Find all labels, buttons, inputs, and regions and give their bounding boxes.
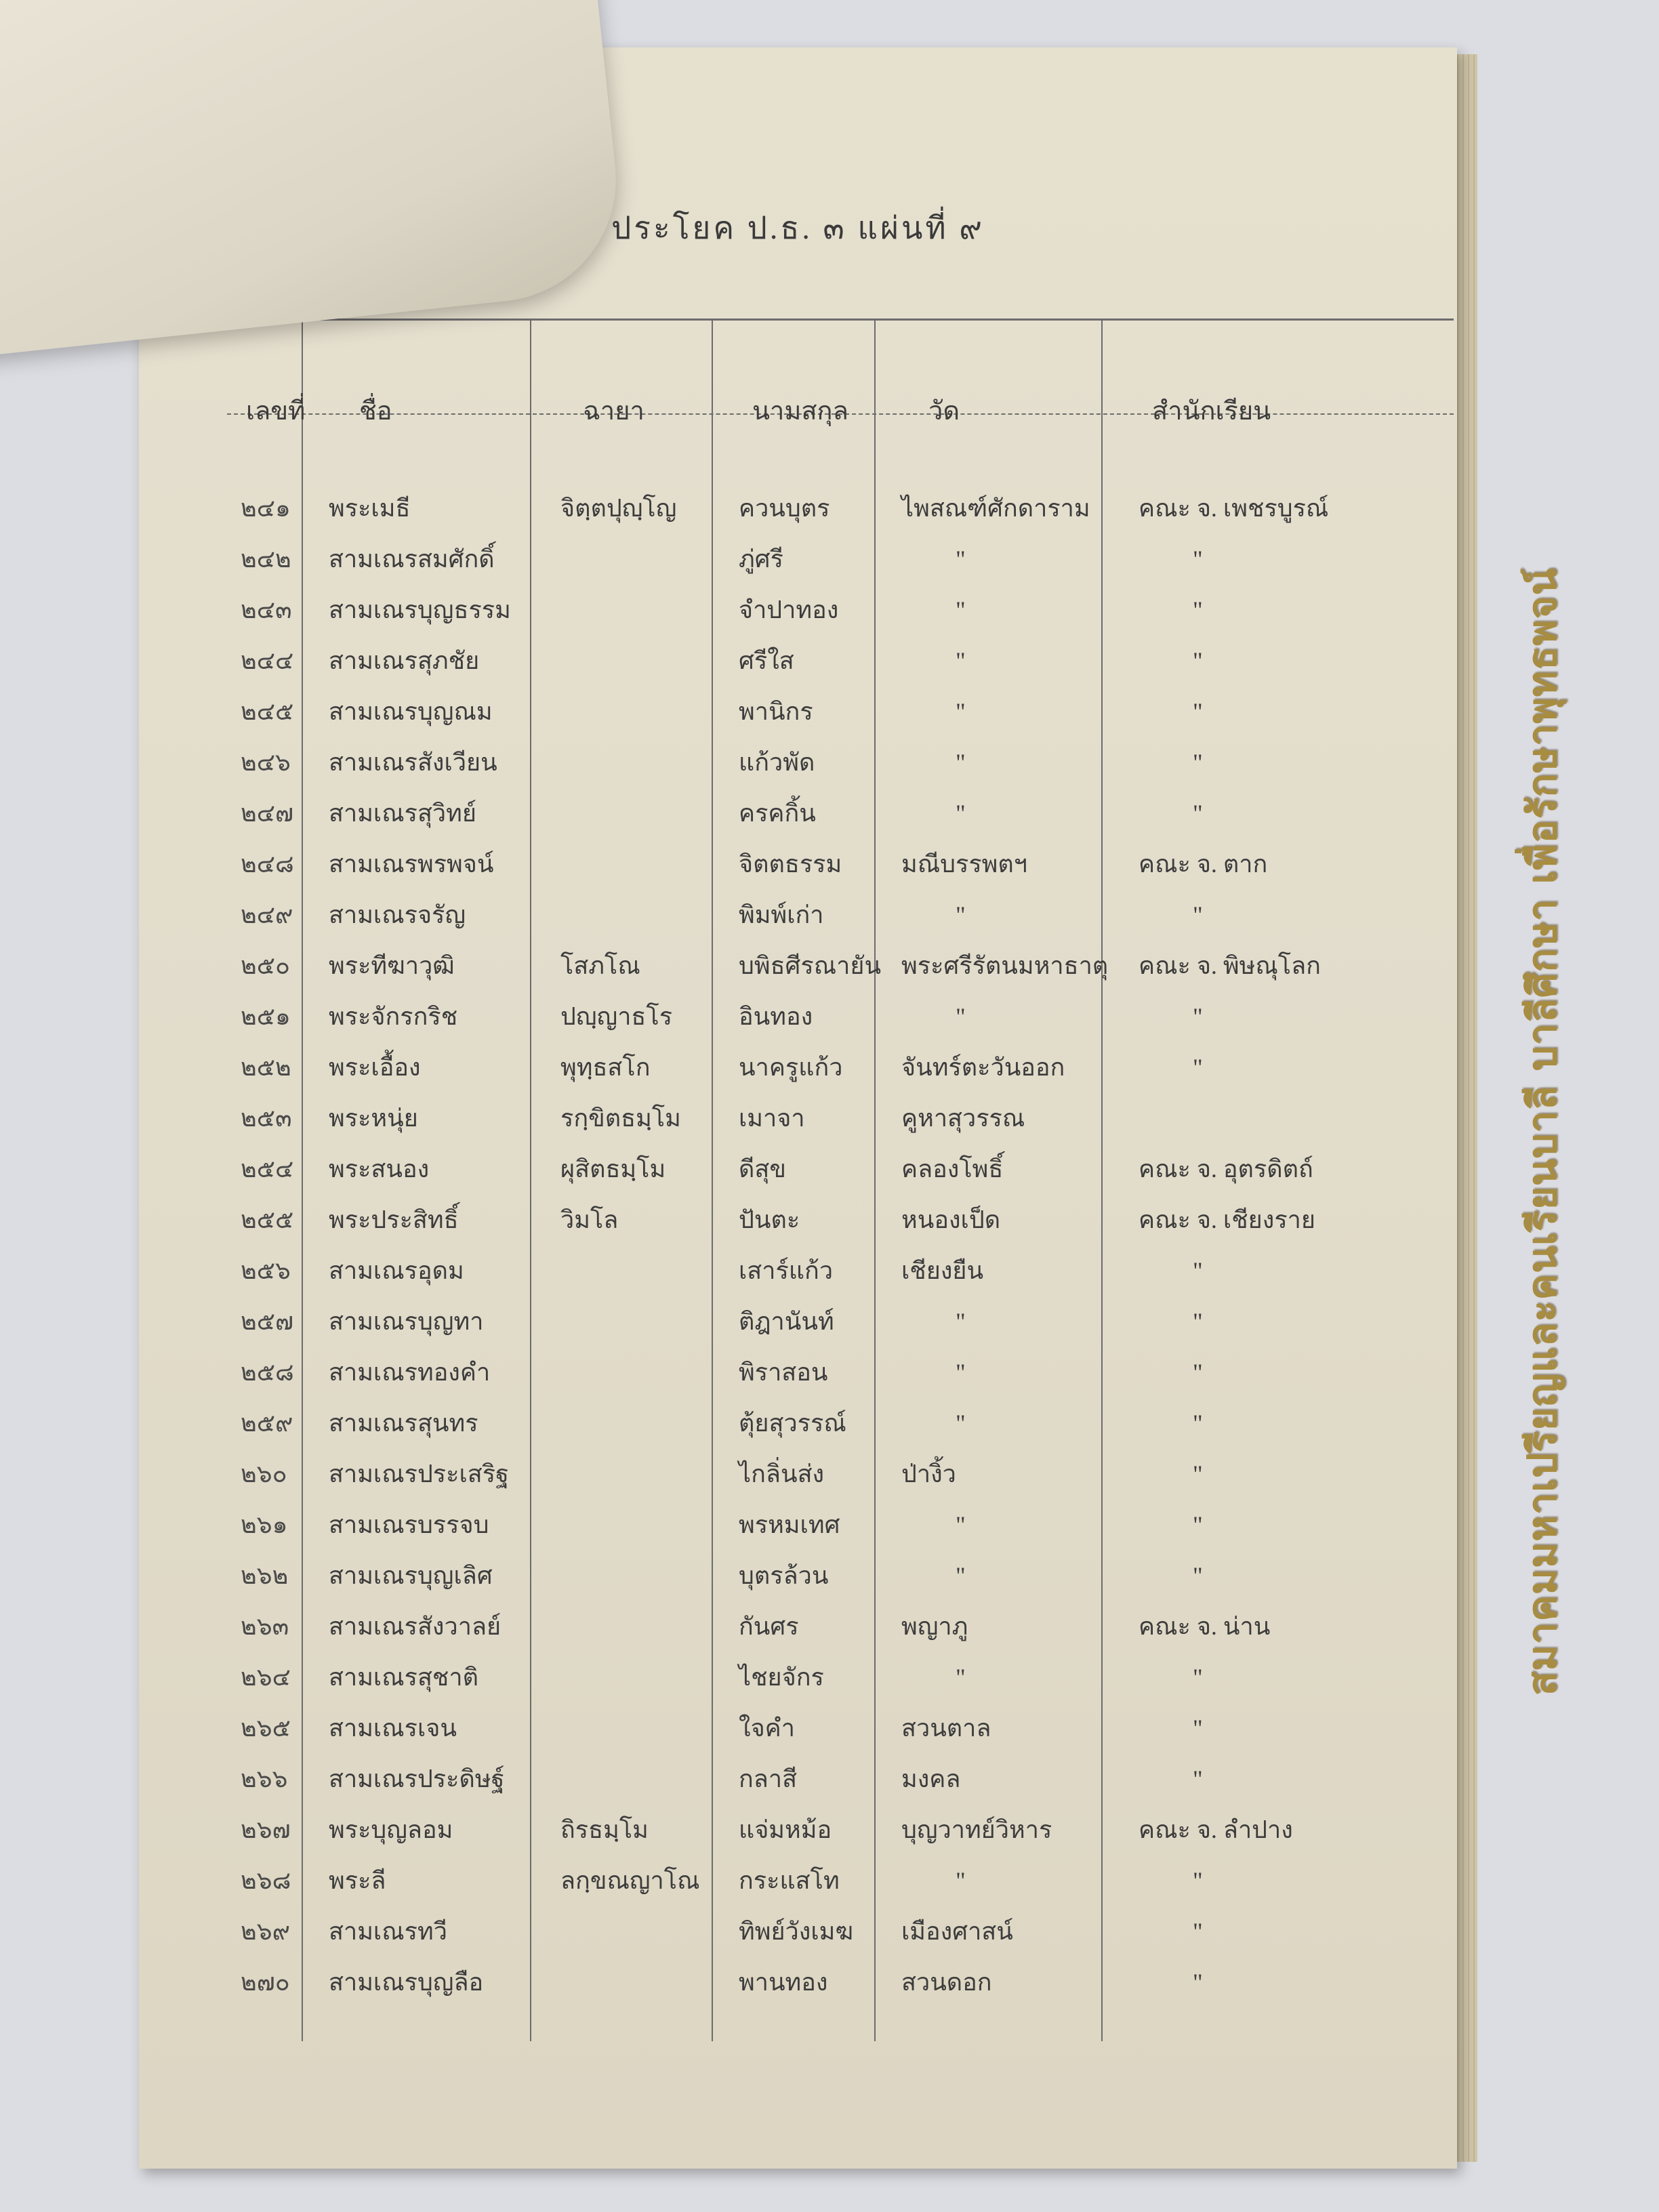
table-cell-school: " bbox=[1193, 1715, 1203, 1742]
table-cell-wat: " bbox=[956, 1664, 966, 1691]
table-cell-surname: พิราสอน bbox=[739, 1359, 828, 1386]
table-cell-surname: ศรีใส bbox=[739, 647, 794, 674]
table-cell-surname: ไชยจักร bbox=[739, 1664, 824, 1691]
table-cell-name: พระเอื้อง bbox=[329, 1054, 421, 1081]
table-cell-wat: คลองโพธิ์ bbox=[901, 1155, 1004, 1183]
table-cell-surname: จิตตธรรม bbox=[739, 851, 842, 878]
table-cell-no: ๒๕๓ bbox=[241, 1105, 292, 1132]
table-cell-school: " bbox=[1193, 546, 1203, 573]
table-cell-name: พระสนอง bbox=[329, 1155, 430, 1183]
column-header-school: สำนักเรียน bbox=[1152, 397, 1271, 426]
table-cell-wat: มณีบรรพตฯ bbox=[901, 851, 1027, 878]
table-cell-name: สามเณรบุญทา bbox=[329, 1308, 484, 1335]
table-cell-surname: ดีสุข bbox=[739, 1155, 786, 1183]
table-cell-name: สามเณรทวี bbox=[329, 1918, 447, 1945]
column-divider bbox=[1101, 320, 1103, 2041]
table-cell-no: ๒๖๓ bbox=[241, 1613, 289, 1640]
table-cell-school: " bbox=[1193, 749, 1203, 776]
table-top-rule bbox=[227, 319, 1454, 321]
table-cell-school: คณะ จ. ลำปาง bbox=[1139, 1816, 1293, 1843]
table-cell-wat: บุญวาทย์วิหาร bbox=[901, 1816, 1052, 1843]
table-cell-school: คณะ จ. ตาก bbox=[1139, 851, 1268, 878]
table-cell-name: พระลี bbox=[329, 1867, 386, 1894]
table-cell-name: สามเณรบรรจบ bbox=[329, 1511, 489, 1538]
table-cell-wat: " bbox=[956, 1308, 966, 1335]
table-cell-name: พระหนุ่ย bbox=[329, 1105, 418, 1132]
table-cell-no: ๒๕๗ bbox=[241, 1308, 294, 1335]
table-cell-no: ๒๔๒ bbox=[241, 546, 291, 573]
table-cell-no: ๒๕๘ bbox=[241, 1359, 294, 1386]
table-cell-no: ๒๖๖ bbox=[241, 1765, 288, 1793]
column-divider bbox=[712, 320, 713, 2041]
table-cell-no: ๒๕๐ bbox=[241, 952, 290, 979]
page-title: ประโยค ป.ธ. ๓ แผ่นที่ ๙ bbox=[611, 211, 985, 245]
table-cell-surname: กลาสี bbox=[739, 1765, 798, 1793]
column-header-chaya: ฉายา bbox=[583, 397, 644, 426]
table-cell-no: ๒๔๕ bbox=[241, 698, 294, 725]
table-cell-no: ๒๕๖ bbox=[241, 1257, 291, 1284]
watermark: สมาคมมหาเปรียญและคนเรียนบาลี บาลีศึกษา เพื่อรักษาพุทธพจน์ bbox=[1519, 567, 1565, 1696]
table-cell-wat: คูหาสุวรรณ bbox=[901, 1105, 1025, 1132]
table-cell-surname: ทิพย์วังเมฆ bbox=[739, 1918, 854, 1945]
table-cell-no: ๒๕๒ bbox=[241, 1054, 291, 1081]
table-cell-name: สามเณรสังเวียน bbox=[329, 749, 497, 776]
table-cell-wat: เชียงยืน bbox=[901, 1257, 984, 1284]
table-cell-chaya: ถิรธมฺโม bbox=[560, 1816, 649, 1843]
table-cell-wat: " bbox=[956, 1511, 966, 1538]
table-cell-surname: แจ่มหม้อ bbox=[739, 1816, 832, 1843]
table-cell-surname: ภู่ศรี bbox=[739, 546, 783, 573]
table-cell-no: ๒๕๙ bbox=[241, 1410, 293, 1437]
table-cell-surname: ติฎานันท์ bbox=[739, 1308, 834, 1335]
table-cell-no: ๒๕๑ bbox=[241, 1003, 291, 1030]
column-header-number: เลขที่ bbox=[246, 397, 306, 426]
table-cell-surname: ควนบุตร bbox=[739, 495, 830, 522]
table-cell-no: ๒๔๔ bbox=[241, 647, 294, 674]
table-cell-surname: บพิธศีรณายัน bbox=[739, 952, 882, 979]
table-cell-wat: มงคล bbox=[901, 1765, 961, 1793]
table-cell-no: ๒๕๔ bbox=[241, 1155, 294, 1183]
table-cell-school: " bbox=[1193, 901, 1203, 928]
table-cell-name: พระทีฆาวุฒิ bbox=[329, 952, 455, 979]
table-cell-wat: " bbox=[956, 1867, 966, 1894]
table-cell-no: ๒๔๑ bbox=[241, 495, 291, 522]
table-cell-wat: ไพสณฑ์ศักดาราม bbox=[901, 495, 1090, 522]
table-cell-school: " bbox=[1193, 1054, 1203, 1081]
table-cell-school: " bbox=[1193, 596, 1203, 623]
table-cell-school: " bbox=[1193, 1918, 1203, 1945]
table-cell-school: " bbox=[1193, 1308, 1203, 1335]
table-cell-wat: สวนตาล bbox=[901, 1715, 991, 1742]
table-cell-no: ๒๖๒ bbox=[241, 1562, 289, 1589]
table-cell-surname: บุตรล้วน bbox=[739, 1562, 829, 1589]
table-cell-name: สามเณรทองคำ bbox=[329, 1359, 491, 1386]
table-cell-chaya: ลกฺขณญาโณ bbox=[560, 1867, 700, 1894]
table-cell-school: " bbox=[1193, 1664, 1203, 1691]
table-cell-school: คณะ จ. อุตรดิตถ์ bbox=[1139, 1155, 1313, 1183]
table-cell-no: ๒๖๗ bbox=[241, 1816, 291, 1843]
table-cell-chaya: วิมโล bbox=[560, 1206, 619, 1233]
table-cell-surname: แก้วพัด bbox=[739, 749, 815, 776]
table-cell-surname: อินทอง bbox=[739, 1003, 813, 1030]
table-cell-name: สามเณรบุญลือ bbox=[329, 1969, 484, 1996]
table-cell-school: " bbox=[1193, 1257, 1203, 1284]
table-cell-chaya: โสภโณ bbox=[560, 952, 640, 979]
table-cell-chaya: ผุสิตธมฺโม bbox=[560, 1155, 666, 1183]
table-cell-name: สามเณรสมศักดิ์ bbox=[329, 546, 495, 573]
table-cell-school: " bbox=[1193, 1410, 1203, 1437]
table-cell-name: สามเณรสุวิทย์ bbox=[329, 800, 476, 827]
table-cell-surname: ใจคำ bbox=[739, 1715, 795, 1742]
table-cell-wat: " bbox=[956, 749, 966, 776]
table-cell-wat: " bbox=[956, 901, 966, 928]
table-cell-surname: ปันตะ bbox=[739, 1206, 800, 1233]
table-cell-surname: นาครูแก้ว bbox=[739, 1054, 843, 1081]
table-cell-surname: พิมพ์เก่า bbox=[739, 901, 824, 928]
table-cell-wat: " bbox=[956, 800, 966, 827]
table-cell-name: สามเณรสุนทร bbox=[329, 1410, 478, 1437]
table-cell-no: ๒๖๑ bbox=[241, 1511, 288, 1538]
table-cell-school: " bbox=[1193, 1969, 1203, 1996]
table-cell-name: สามเณรจรัญ bbox=[329, 901, 466, 928]
table-cell-name: สามเณรเจน bbox=[329, 1715, 457, 1742]
table-cell-wat: " bbox=[956, 546, 966, 573]
table-cell-no: ๒๖๔ bbox=[241, 1664, 291, 1691]
table-cell-wat: จันทร์ตะวันออก bbox=[901, 1054, 1065, 1081]
table-cell-no: ๒๔๖ bbox=[241, 749, 291, 776]
table-cell-school: " bbox=[1193, 1562, 1203, 1589]
column-divider bbox=[530, 320, 531, 2041]
table-cell-school: " bbox=[1193, 698, 1203, 725]
table-cell-school: " bbox=[1193, 1867, 1203, 1894]
table-cell-wat: " bbox=[956, 596, 966, 623]
table-cell-chaya: ปญฺญาธโร bbox=[560, 1003, 673, 1030]
table-cell-name: สามเณรสุภชัย bbox=[329, 647, 480, 674]
table-cell-surname: จำปาทอง bbox=[739, 596, 839, 623]
table-cell-surname: ไกลิ่นส่ง bbox=[739, 1460, 825, 1488]
table-cell-school: " bbox=[1193, 800, 1203, 827]
table-cell-school: คณะ จ. เชียงราย bbox=[1139, 1206, 1315, 1233]
table-cell-wat: ป่างิ้ว bbox=[901, 1460, 956, 1488]
table-cell-name: พระเมธี bbox=[329, 495, 411, 522]
table-cell-surname: พานิกร bbox=[739, 698, 813, 725]
table-cell-surname: เสาร์แก้ว bbox=[739, 1257, 834, 1284]
table-cell-name: สามเณรประดิษฐ์ bbox=[329, 1765, 505, 1793]
table-cell-surname: เมาจา bbox=[739, 1105, 805, 1132]
table-cell-wat: พญาภู bbox=[901, 1613, 968, 1640]
column-header-wat: วัด bbox=[928, 397, 960, 426]
column-divider bbox=[874, 320, 876, 2041]
table-cell-no: ๒๕๕ bbox=[241, 1206, 294, 1233]
table-cell-wat: เมืองศาสน์ bbox=[901, 1918, 1013, 1945]
table-cell-name: สามเณรอุดม bbox=[329, 1257, 464, 1284]
table-cell-no: ๒๖๙ bbox=[241, 1918, 290, 1945]
table-cell-no: ๒๗๐ bbox=[241, 1969, 290, 1996]
table-cell-school: " bbox=[1193, 1003, 1203, 1030]
table-cell-wat: " bbox=[956, 1410, 966, 1437]
table-cell-wat: " bbox=[956, 647, 966, 674]
column-header-name: ชื่อ bbox=[359, 397, 392, 426]
table-cell-wat: " bbox=[956, 698, 966, 725]
table-cell-surname: ตุ้ยสุวรรณ์ bbox=[739, 1410, 846, 1437]
table-cell-surname: พานทอง bbox=[739, 1969, 828, 1996]
table-cell-surname: กระแสโท bbox=[739, 1867, 840, 1894]
table-cell-school: " bbox=[1193, 647, 1203, 674]
table-cell-name: สามเณรบุญธรรม bbox=[329, 596, 511, 623]
table-cell-wat: หนองเป็ด bbox=[901, 1206, 1001, 1233]
table-cell-surname: กันศร bbox=[739, 1613, 799, 1640]
document-page bbox=[139, 47, 1457, 2169]
table-cell-no: ๒๔๘ bbox=[241, 851, 294, 878]
table-cell-chaya: รกฺขิตธมฺโม bbox=[560, 1105, 681, 1132]
table-cell-school: คณะ จ. น่าน bbox=[1139, 1613, 1271, 1640]
table-cell-name: สามเณรบุญณม bbox=[329, 698, 493, 725]
table-cell-school: " bbox=[1193, 1359, 1203, 1386]
table-cell-name: สามเณรสุชาติ bbox=[329, 1664, 478, 1691]
table-cell-no: ๒๖๐ bbox=[241, 1460, 287, 1488]
column-divider bbox=[302, 320, 303, 2041]
table-cell-wat: " bbox=[956, 1359, 966, 1386]
table-cell-chaya: พุทฺธสโก bbox=[560, 1054, 651, 1081]
table-cell-name: พระจักรกริช bbox=[329, 1003, 458, 1030]
table-cell-name: สามเณรพรพจน์ bbox=[329, 851, 494, 878]
table-cell-no: ๒๔๗ bbox=[241, 800, 294, 827]
table-cell-school: " bbox=[1193, 1765, 1203, 1793]
table-cell-wat: " bbox=[956, 1003, 966, 1030]
column-header-surname: นามสกุล bbox=[752, 397, 848, 426]
table-cell-school: " bbox=[1193, 1460, 1203, 1488]
table-cell-wat: พระศรีรัตนมหาธาตุ bbox=[901, 952, 1109, 979]
table-cell-chaya: จิตฺตปุญฺโญ bbox=[560, 495, 677, 522]
table-cell-school: คณะ จ. พิษณุโลก bbox=[1139, 952, 1321, 979]
table-cell-school: " bbox=[1193, 1511, 1203, 1538]
table-cell-wat: " bbox=[956, 1562, 966, 1589]
table-cell-name: พระประสิทธิ์ bbox=[329, 1206, 459, 1233]
table-cell-name: สามเณรบุญเลิศ bbox=[329, 1562, 493, 1589]
table-cell-name: สามเณรประเสริฐ bbox=[329, 1460, 509, 1488]
table-cell-wat: สวนดอก bbox=[901, 1969, 992, 1996]
table-cell-name: สามเณรสังวาลย์ bbox=[329, 1613, 501, 1640]
table-cell-no: ๒๖๕ bbox=[241, 1715, 291, 1742]
table-cell-no: ๒๔๓ bbox=[241, 596, 292, 623]
table-cell-surname: พรหมเทศ bbox=[739, 1511, 840, 1538]
table-cell-name: พระบุญลอม bbox=[329, 1816, 453, 1843]
table-cell-surname: ครคกิ้น bbox=[739, 800, 816, 827]
table-cell-no: ๒๖๘ bbox=[241, 1867, 291, 1894]
table-cell-school: คณะ จ. เพชรบูรณ์ bbox=[1139, 495, 1329, 522]
table-cell-no: ๒๔๙ bbox=[241, 901, 293, 928]
